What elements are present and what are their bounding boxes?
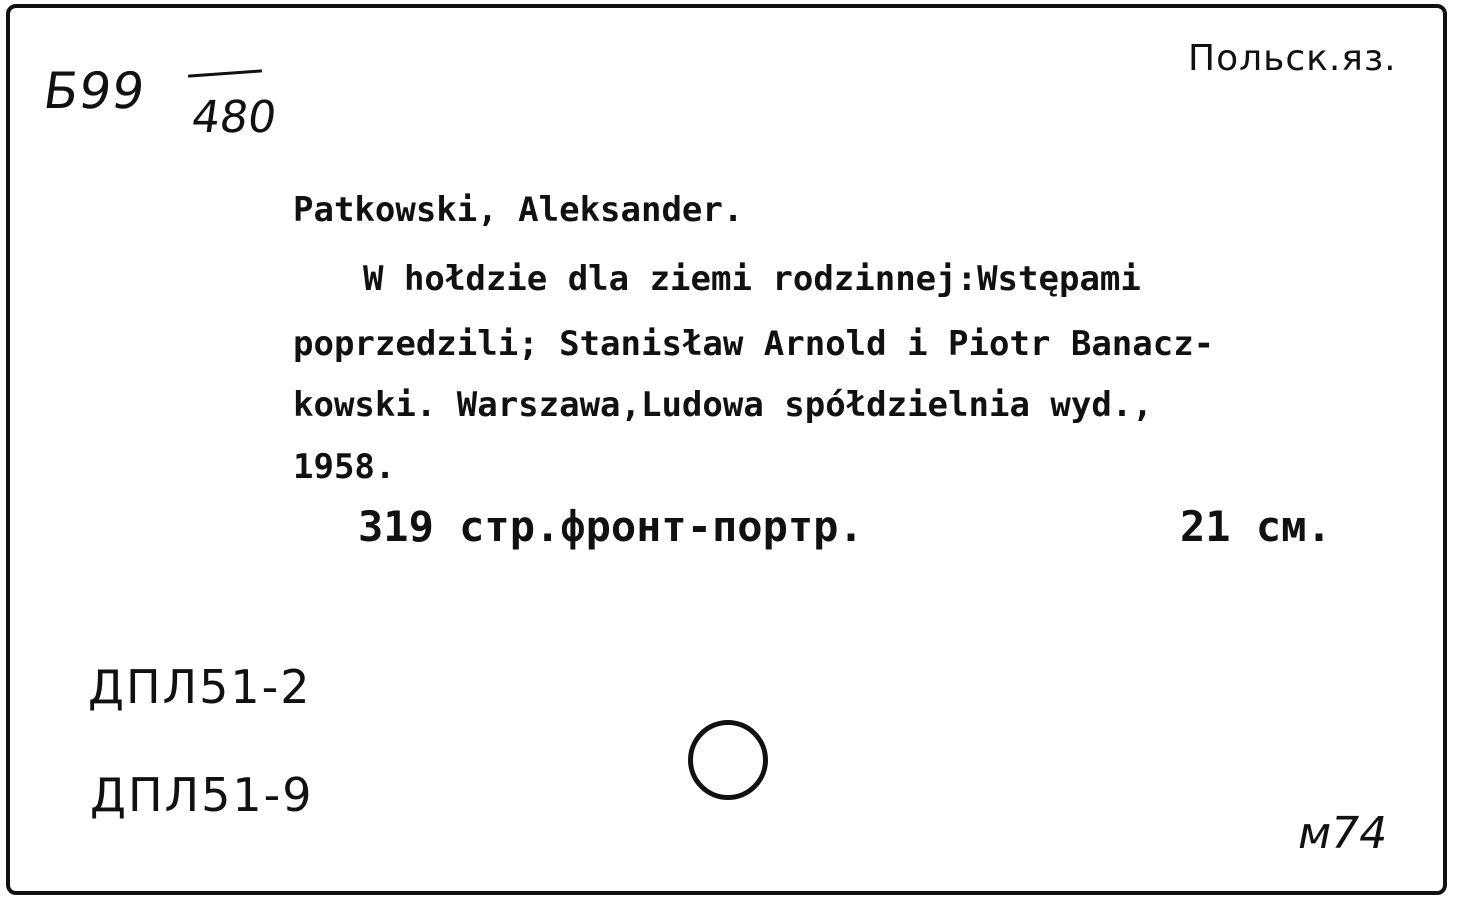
accession-mark: м74 [1298, 808, 1388, 859]
title-line-1: W hołdzie dla ziemi rodzinnej:Wstępami [363, 259, 1141, 299]
language-note: Польск.яз. [1188, 38, 1397, 79]
call-number-sub: 480 [188, 92, 280, 143]
author-heading: Patkowski, Aleksander. [293, 190, 744, 230]
card-punch-hole [688, 720, 768, 800]
size: 21 см. [1180, 502, 1332, 551]
title-line-3: kowski. Warszawa,Ludowa spółdzielnia wyd., [293, 385, 1153, 425]
call-number-main: Б99 [39, 62, 150, 120]
shelf-mark-2: ДПЛ51-9 [90, 768, 314, 822]
title-line-4: 1958. [293, 447, 396, 487]
title-line-2: poprzedzili; Stanisław Arnold i Piotr Banacz- [293, 324, 1215, 364]
collation: 319 стр.фронт-портр. [358, 502, 864, 551]
shelf-mark-1: ДПЛ51-2 [88, 660, 312, 714]
